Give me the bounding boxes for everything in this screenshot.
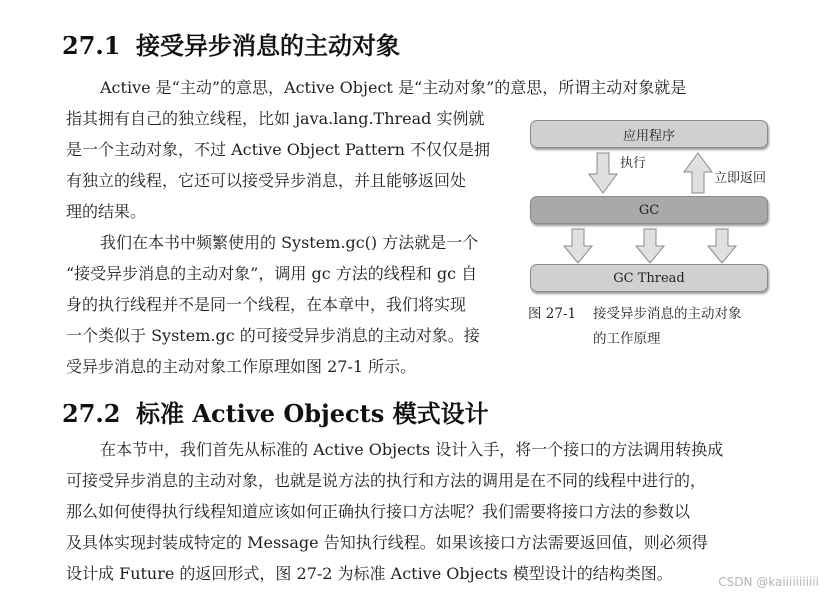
paragraph-line: 有独立的线程，它还可以接受异步消息，并且能够返回处 [66,171,467,190]
down-arrow-icon [588,152,618,194]
paragraph-line: 身的执行线程并不是同一个线程，在本章中，我们将实现 [66,295,467,314]
bar-gc: GC [530,196,768,224]
label-execute: 执行 [620,156,647,171]
figure-caption-line2: 的工作原理 [593,331,661,347]
down-arrow-icon [563,228,593,264]
figure-caption-line1: 接受异步消息的主动对象 [593,306,742,322]
paragraph-line: 及具体实现封装成特定的 Message 告知执行线程。如果该接口方法需要返回值，则必须得 [66,533,708,552]
paragraph-line: 那么如何使得执行线程知道应该如何正确执行接口方法呢？我们需要将接口方法的参数以 [66,502,691,521]
paragraph-line: 一个类似于 System.gc 的可接受异步消息的主动对象。接 [66,326,480,345]
paragraph-line: 受异步消息的主动对象工作原理如图 27-1 所示。 [66,357,417,376]
section-number: 27.2 [62,399,121,428]
label-return-immediately: 立即返回 [714,171,767,186]
up-arrow-icon [683,152,713,194]
paragraph-line: 指其拥有自己的独立线程，比如 java.lang.Thread 实例就 [66,109,485,128]
figure-caption-number: 图 27-1 [528,306,577,322]
paragraph-line: Active 是“主动”的意思，Active Object 是“主动对象”的意思，所谓主动对象就是 [100,78,687,97]
paragraph-line: 理的结果。 [66,202,147,221]
section-title: 接受异步消息的主动对象 [136,31,400,60]
bar-gc-thread: GC Thread [530,264,768,292]
paragraph-line: 我们在本书中频繁使用的 System.gc() 方法就是一个 [100,233,479,252]
paragraph-line: “接受异步消息的主动对象”，调用 gc 方法的线程和 gc 自 [66,264,478,283]
figure-27-1 [523,112,773,357]
down-arrow-icon [635,228,665,264]
down-arrow-icon [707,228,737,264]
watermark: CSDN @kaiiiiiiiiiii [718,575,819,589]
section-number: 27.1 [62,31,121,60]
paragraph-line: 可接受异步消息的主动对象，也就是说方法的执行和方法的调用是在不同的线程中进行的， [66,471,707,490]
section-heading-27-2 [62,394,489,429]
paragraph-line: 在本节中，我们首先从标准的 Active Objects 设计入手，将一个接口的方法调用转换成 [100,440,724,459]
section-title: 标准 Active Objects 模式设计 [136,399,489,428]
section-heading-27-1 [62,26,400,61]
paragraph-line: 是一个主动对象，不过 Active Object Pattern 不仅仅是拥 [66,140,490,159]
paragraph-line: 设计成 Future 的返回形式，图 27-2 为标准 Active Objects 模型设计的结构类图。 [66,564,673,583]
bar-application: 应用程序 [530,120,768,148]
